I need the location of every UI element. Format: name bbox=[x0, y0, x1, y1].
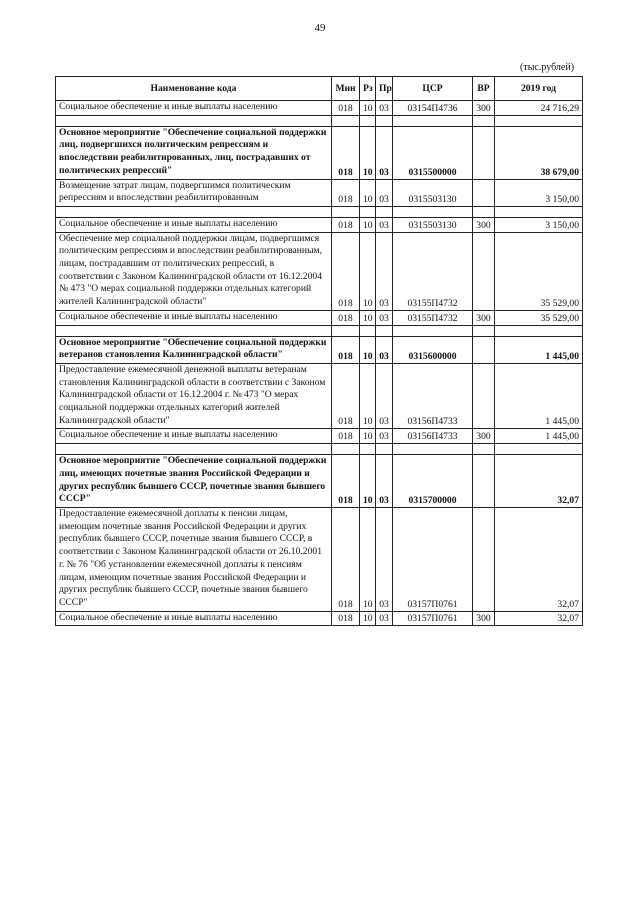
cell-rz: 10 bbox=[360, 179, 376, 206]
spacer-row bbox=[56, 206, 583, 217]
spacer-cell bbox=[56, 206, 332, 217]
cell-vr: 300 bbox=[473, 217, 495, 232]
cell-min: 018 bbox=[332, 310, 360, 325]
cell-csr: 0315700000 bbox=[393, 455, 473, 508]
cell-vr bbox=[473, 179, 495, 206]
table-row bbox=[56, 232, 583, 310]
spacer-cell bbox=[473, 115, 495, 126]
cell-csr: 03157П0761 bbox=[393, 611, 473, 626]
cell-vr: 300 bbox=[473, 310, 495, 325]
cell-name: Основное мероприятие "Обеспечение социальной поддержки ветеранов становления Калининградской области" bbox=[56, 336, 332, 363]
cell-amount: 1 445,00 bbox=[495, 363, 583, 429]
column-header-pr: Пр bbox=[376, 77, 393, 101]
table-row bbox=[56, 455, 583, 508]
table-row bbox=[56, 429, 583, 444]
cell-vr: 300 bbox=[473, 101, 495, 116]
spacer-cell bbox=[360, 206, 376, 217]
spacer-cell bbox=[360, 115, 376, 126]
spacer-cell bbox=[360, 325, 376, 336]
cell-pr: 03 bbox=[376, 363, 393, 429]
table-row bbox=[56, 126, 583, 179]
cell-csr: 0315503130 bbox=[393, 179, 473, 206]
column-header-rz: Рз bbox=[360, 77, 376, 101]
cell-pr: 03 bbox=[376, 126, 393, 179]
cell-min: 018 bbox=[332, 611, 360, 626]
budget-table bbox=[55, 76, 583, 626]
cell-pr: 03 bbox=[376, 429, 393, 444]
cell-rz: 10 bbox=[360, 232, 376, 310]
cell-min: 018 bbox=[332, 455, 360, 508]
cell-pr: 03 bbox=[376, 232, 393, 310]
cell-name: Предоставление ежемесячной денежной выплаты ветеранам становления Калининградской области в соответствии с Законом Калининградской области от 16.12.2004 г. № 473 "О мерах социальной поддержки отдельных категорий жителей Калининградской области" bbox=[56, 363, 332, 429]
cell-vr bbox=[473, 363, 495, 429]
spacer-cell bbox=[473, 325, 495, 336]
cell-rz: 10 bbox=[360, 217, 376, 232]
cell-pr: 03 bbox=[376, 217, 393, 232]
cell-rz: 10 bbox=[360, 126, 376, 179]
cell-amount: 3 150,00 bbox=[495, 217, 583, 232]
cell-pr: 03 bbox=[376, 611, 393, 626]
spacer-cell bbox=[332, 325, 360, 336]
cell-min: 018 bbox=[332, 217, 360, 232]
spacer-cell bbox=[360, 444, 376, 455]
cell-amount: 3 150,00 bbox=[495, 179, 583, 206]
cell-csr: 0315600000 bbox=[393, 336, 473, 363]
cell-rz: 10 bbox=[360, 611, 376, 626]
cell-min: 018 bbox=[332, 232, 360, 310]
cell-csr: 03155П4732 bbox=[393, 310, 473, 325]
table-row bbox=[56, 336, 583, 363]
spacer-cell bbox=[376, 325, 393, 336]
cell-csr: 03156П4733 bbox=[393, 429, 473, 444]
cell-vr: 300 bbox=[473, 611, 495, 626]
spacer-cell bbox=[56, 444, 332, 455]
cell-pr: 03 bbox=[376, 336, 393, 363]
column-header-vr: ВР bbox=[473, 77, 495, 101]
page-number: 49 bbox=[314, 22, 326, 34]
cell-name: Социальное обеспечение и иные выплаты населению bbox=[56, 429, 332, 444]
cell-amount: 32,07 bbox=[495, 507, 583, 611]
spacer-row bbox=[56, 325, 583, 336]
spacer-cell bbox=[332, 115, 360, 126]
cell-name: Возмещение затрат лицам, подвергшимся политическим репрессиям и впоследствии реабилитированным bbox=[56, 179, 332, 206]
table-row bbox=[56, 217, 583, 232]
cell-min: 018 bbox=[332, 336, 360, 363]
column-header-name: Наименование кода bbox=[56, 77, 332, 101]
cell-csr: 03156П4733 bbox=[393, 363, 473, 429]
cell-name: Основное мероприятие "Обеспечение социальной поддержки лиц, имеющих почетные звания Российской Федерации и других республик бывшего СССР, почетные звания бывшего СССР" bbox=[56, 455, 332, 508]
spacer-cell bbox=[332, 444, 360, 455]
cell-min: 018 bbox=[332, 363, 360, 429]
cell-name: Социальное обеспечение и иные выплаты населению bbox=[56, 611, 332, 626]
spacer-row bbox=[56, 115, 583, 126]
cell-csr: 03157П0761 bbox=[393, 507, 473, 611]
table-row bbox=[56, 363, 583, 429]
cell-amount: 24 716,29 bbox=[495, 101, 583, 116]
cell-vr: 300 bbox=[473, 429, 495, 444]
spacer-cell bbox=[393, 206, 473, 217]
cell-name: Основное мероприятие "Обеспечение социальной поддержки лиц, подвергшихся политическим репрессиям и впоследствии реабилитированных, лиц, пострадавших от политических репрессий" bbox=[56, 126, 332, 179]
cell-amount: 1 445,00 bbox=[495, 429, 583, 444]
cell-rz: 10 bbox=[360, 310, 376, 325]
spacer-cell bbox=[56, 325, 332, 336]
cell-rz: 10 bbox=[360, 336, 376, 363]
spacer-cell bbox=[393, 325, 473, 336]
cell-vr bbox=[473, 336, 495, 363]
cell-min: 018 bbox=[332, 126, 360, 179]
spacer-cell bbox=[473, 206, 495, 217]
cell-name: Социальное обеспечение и иные выплаты населению bbox=[56, 217, 332, 232]
cell-csr: 0315500000 bbox=[393, 126, 473, 179]
cell-vr bbox=[473, 126, 495, 179]
cell-name: Предоставление ежемесячной доплаты к пенсии лицам, имеющим почетные звания Российской Федерации и других республик бывшего СССР, почетные звания бывшего СССР, в соответствии с Законом Калининградской области от 26.10.2001 г. № 76 "Об установлении ежемесячной доплаты к пенсиям лицам, имеющим почетные звания Российской Федерации и других республик бывшего СССР, почетные звания бывшего СССР" bbox=[56, 507, 332, 611]
column-header-csr: ЦСР bbox=[393, 77, 473, 101]
spacer-cell bbox=[393, 115, 473, 126]
cell-csr: 03155П4732 bbox=[393, 232, 473, 310]
cell-amount: 35 529,00 bbox=[495, 232, 583, 310]
spacer-cell bbox=[495, 325, 583, 336]
table-row bbox=[56, 507, 583, 611]
cell-vr bbox=[473, 232, 495, 310]
cell-min: 018 bbox=[332, 101, 360, 116]
table-row bbox=[56, 611, 583, 626]
table-row bbox=[56, 101, 583, 116]
spacer-row bbox=[56, 444, 583, 455]
cell-pr: 03 bbox=[376, 310, 393, 325]
spacer-cell bbox=[56, 115, 332, 126]
cell-pr: 03 bbox=[376, 455, 393, 508]
table-body bbox=[56, 101, 583, 626]
spacer-cell bbox=[376, 206, 393, 217]
cell-amount: 32,07 bbox=[495, 455, 583, 508]
cell-rz: 10 bbox=[360, 363, 376, 429]
cell-min: 018 bbox=[332, 179, 360, 206]
units-label: (тыс.рублей) bbox=[520, 62, 575, 73]
cell-min: 018 bbox=[332, 507, 360, 611]
spacer-cell bbox=[332, 206, 360, 217]
spacer-cell bbox=[376, 115, 393, 126]
cell-min: 018 bbox=[332, 429, 360, 444]
cell-amount: 38 679,00 bbox=[495, 126, 583, 179]
cell-rz: 10 bbox=[360, 455, 376, 508]
spacer-cell bbox=[393, 444, 473, 455]
table-row bbox=[56, 310, 583, 325]
cell-name: Обеспечение мер социальной поддержки лицам, подвергшимся политическим репрессиям и впоследствии реабилитированным, лицам, пострадавшим от политических репрессий, в соответствии с Законом Калининградской области от 16.12.2004 № 473 "О мерах социальной поддержки отдельных категорий жителей Калининградской области" bbox=[56, 232, 332, 310]
table-row bbox=[56, 179, 583, 206]
cell-amount: 32,07 bbox=[495, 611, 583, 626]
cell-name: Социальное обеспечение и иные выплаты населению bbox=[56, 310, 332, 325]
cell-pr: 03 bbox=[376, 507, 393, 611]
cell-rz: 10 bbox=[360, 101, 376, 116]
cell-rz: 10 bbox=[360, 507, 376, 611]
column-header-amount: 2019 год bbox=[495, 77, 583, 101]
spacer-cell bbox=[495, 444, 583, 455]
spacer-cell bbox=[376, 444, 393, 455]
column-header-min: Мин bbox=[332, 77, 360, 101]
cell-rz: 10 bbox=[360, 429, 376, 444]
cell-amount: 35 529,00 bbox=[495, 310, 583, 325]
spacer-cell bbox=[473, 444, 495, 455]
spacer-cell bbox=[495, 206, 583, 217]
table-header-row bbox=[56, 77, 583, 101]
cell-pr: 03 bbox=[376, 179, 393, 206]
spacer-cell bbox=[495, 115, 583, 126]
cell-csr: 0315503130 bbox=[393, 217, 473, 232]
cell-csr: 03154П4736 bbox=[393, 101, 473, 116]
cell-pr: 03 bbox=[376, 101, 393, 116]
cell-vr bbox=[473, 455, 495, 508]
cell-name: Социальное обеспечение и иные выплаты населению bbox=[56, 101, 332, 116]
cell-vr bbox=[473, 507, 495, 611]
cell-amount: 1 445,00 bbox=[495, 336, 583, 363]
